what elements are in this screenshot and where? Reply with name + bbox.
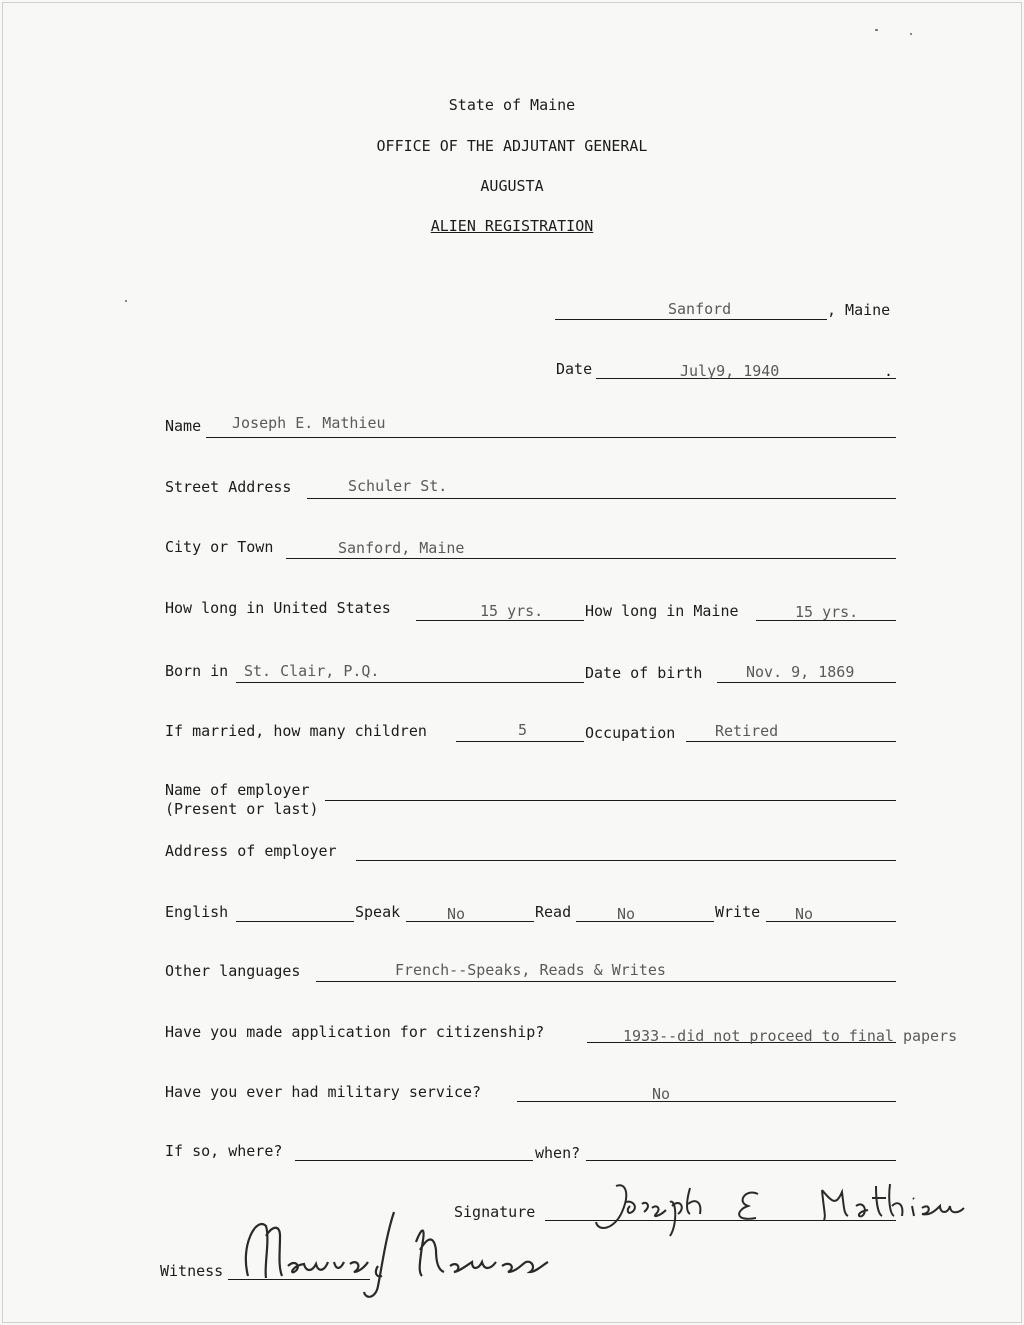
name-label: Name <box>165 417 202 435</box>
english-line <box>236 921 354 922</box>
date-value: July9, 1940 <box>680 362 780 380</box>
signature-label: Signature <box>454 1203 536 1221</box>
employer-name-label: Name of employer <box>165 781 310 799</box>
employer-name-sublabel: (Present or last) <box>165 800 319 818</box>
military-line <box>517 1101 896 1102</box>
name-value: Joseph E. Mathieu <box>232 414 386 432</box>
employer-address-label: Address of employer <box>165 842 337 860</box>
born-in-label: Born in <box>165 662 229 680</box>
city-or-town-label: City or Town <box>165 538 274 556</box>
date-of-birth-value: Nov. 9, 1869 <box>746 663 855 681</box>
employer-name-line <box>325 800 896 801</box>
write-line <box>766 921 896 922</box>
citizenship-label: Have you made application for citizenship? <box>165 1023 545 1041</box>
date-terminal: . <box>884 362 894 380</box>
street-address-label: Street Address <box>165 478 292 496</box>
when-label: when? <box>535 1144 581 1162</box>
citizenship-value: 1933--did not proceed to final papers <box>623 1027 958 1045</box>
children-line <box>456 741 584 742</box>
city-or-town-value: Sanford, Maine <box>338 539 465 557</box>
military-label: Have you ever had military service? <box>165 1083 482 1101</box>
speak-line <box>406 921 534 922</box>
write-label: Write <box>715 903 761 921</box>
write-value: No <box>795 905 814 923</box>
speak-label: Speak <box>355 903 401 921</box>
scan-speck <box>910 33 912 35</box>
read-label: Read <box>535 903 572 921</box>
how-long-maine-label: How long in Maine <box>585 602 739 620</box>
header-city: AUGUSTA <box>480 177 544 195</box>
witness-signature-handwriting <box>226 1206 576 1306</box>
how-long-us-value: 15 yrs. <box>480 602 544 620</box>
header-office: OFFICE OF THE ADJUTANT GENERAL <box>376 137 648 155</box>
form-title: ALIEN REGISTRATION <box>430 217 594 235</box>
children-value: 5 <box>518 721 528 739</box>
employer-address-line <box>356 860 896 861</box>
street-address-line <box>307 498 896 499</box>
date-label: Date <box>556 360 593 378</box>
occupation-line <box>686 741 896 742</box>
occupation-value: Retired <box>715 722 779 740</box>
signature-handwriting <box>586 1172 996 1242</box>
date-of-birth-label: Date of birth <box>585 664 703 682</box>
page-border <box>2 2 1022 1323</box>
english-label: English <box>165 903 229 921</box>
born-in-value: St. Clair, P.Q. <box>244 662 380 680</box>
occupation-label: Occupation <box>585 724 676 742</box>
name-line <box>206 437 896 438</box>
place-suffix: , Maine <box>827 301 891 319</box>
date-of-birth-line <box>717 682 896 683</box>
place-value: Sanford <box>668 300 732 318</box>
children-label: If married, how many children <box>165 722 427 740</box>
place-line <box>555 319 827 320</box>
read-line <box>576 921 714 922</box>
born-in-line <box>236 682 584 683</box>
when-line <box>586 1160 896 1161</box>
read-value: No <box>617 905 636 923</box>
speak-value: No <box>447 905 466 923</box>
how-long-us-line <box>416 620 584 621</box>
header-state: State of Maine <box>448 96 576 114</box>
military-value: No <box>652 1085 671 1103</box>
how-long-maine-value: 15 yrs. <box>795 603 859 621</box>
other-languages-value: French--Speaks, Reads & Writes <box>395 961 666 979</box>
witness-label: Witness <box>160 1262 224 1280</box>
street-address-value: Schuler St. <box>348 477 448 495</box>
how-long-us-label: How long in United States <box>165 599 391 617</box>
scan-speck <box>125 300 127 302</box>
other-languages-label: Other languages <box>165 962 301 980</box>
city-or-town-line <box>286 558 896 559</box>
other-languages-line <box>316 981 896 982</box>
if-so-where-line <box>295 1160 533 1161</box>
if-so-where-label: If so, where? <box>165 1142 283 1160</box>
scan-speck <box>875 29 878 31</box>
